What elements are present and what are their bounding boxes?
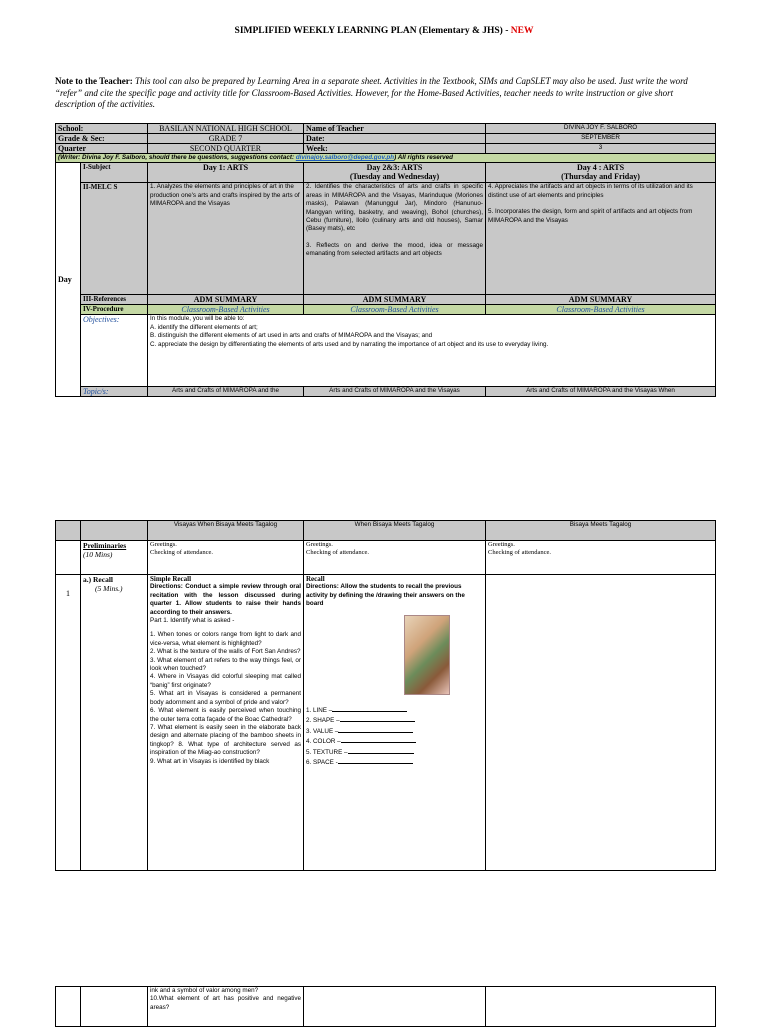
prelim-day4 (486, 541, 716, 575)
plan-table-page3 (55, 986, 716, 1027)
p2-day-cell (56, 541, 81, 575)
prelim-day23 (304, 541, 486, 575)
element-item-line: 1. LINE – (306, 705, 416, 715)
day-number: 1 (56, 575, 81, 871)
procedure-day4: Classroom-Based Activities (486, 305, 716, 315)
note-label: Note to the Teacher: (55, 76, 133, 86)
procedure-day1: Classroom-Based Activities (148, 305, 304, 315)
writer-note (56, 154, 716, 163)
recall-label-cell (81, 575, 148, 871)
p2-topic-day1: Visayas When Bisaya Meets Tagalog (148, 521, 304, 541)
objective-b: B. distinguish the different elements of art used in arts and crafts of MIMAROPA and the Visayas; and (150, 332, 433, 340)
recall-directions: Directions: Conduct a simple review through oral recitation with the lesson discussed during quarter 1. Allow students to raise their hands according to their answers. (150, 583, 301, 616)
question-7-8: 7. What element is easily seen in the elaborate back design and alternate placing of the bamboo sheets in tingkop? 8. What type of architecture served as inspiration of the Miag-ao construction? (150, 723, 301, 757)
greet-day23: Greetings. (306, 541, 333, 548)
writer-email-link[interactable]: divinajoy.salboro@deped.gov.ph (295, 154, 395, 161)
teacher-note (55, 76, 710, 111)
question-6: 6. What element is easily perceived when touching the outer terra cotta façade of the Boac Cathedral? (150, 707, 301, 723)
prelim-day1 (148, 541, 304, 575)
p3-day1 (148, 987, 304, 1027)
question-1: 1. When tones or colors range from light to dark and vice-versa, what element is highlighted? (150, 631, 301, 647)
procedure-day23: Classroom-Based Activities (304, 305, 486, 315)
p2-blank (81, 521, 148, 541)
melc-5: 5. Incorporates the design, form and spirit of artifacts and art objects from MIMAROPA and the Visayas (488, 208, 693, 224)
recall-day23 (304, 575, 486, 871)
p3-label-cell (81, 987, 148, 1027)
part1-label: Part 1. Identify what is asked - (150, 617, 235, 625)
question-5: 5. What art in Visayas is considered a permanent body adornment and a symbol of pride and valor? (150, 690, 301, 706)
p3-day-cell (56, 987, 81, 1027)
day-label: Day (56, 163, 81, 397)
p3-day4 (486, 987, 716, 1027)
objectives-content (148, 315, 716, 387)
melcs-label: II-MELC S (81, 183, 148, 295)
melc-1: 1. Analyzes the elements and principles of art in the production one's arts and crafts inspired by the arts of MIMAROPA and the Visayas (148, 183, 304, 295)
document-title (0, 26, 768, 36)
recall-time: (5 Mins.) (95, 584, 123, 593)
p2-topic-day23: When Bisaya Meets Tagalog (304, 521, 486, 541)
recall-label: a.) Recall (83, 575, 113, 584)
question-10: 10.What element of art has positive and negative areas? (150, 995, 301, 1011)
melc-3: 3. Reflects on and derive the mood, idea or message emanating from selected artifacts and art objects (306, 241, 484, 258)
day23-header (304, 163, 486, 183)
subject-label: I-Subject (81, 163, 148, 183)
day4-title: Day 4 : ARTS (576, 163, 625, 173)
topic-day1: Arts and Crafts of MIMAROPA and the (148, 387, 304, 397)
preliminaries-time: (10 Mins) (83, 550, 113, 559)
day23-subtitle: (Tuesday and Wednesday) (349, 172, 440, 182)
question-4: 4. Where in Visayas did colorful sleeping mat called “banig” first originate? (150, 673, 301, 689)
week-label: Week: (304, 144, 486, 154)
grade-label: Grade & Sec: (56, 134, 148, 144)
check-day4: Checking of attendance. (488, 549, 551, 556)
school-label: School: (56, 124, 148, 134)
week-value: 3 (486, 144, 716, 154)
day1-header: Day 1: ARTS (148, 163, 304, 183)
element-item-texture: 5. TEXTURE – (306, 747, 416, 757)
reference-day4: ADM SUMMARY (486, 295, 716, 305)
objective-c: C. appreciate the design by differentiating the elements of arts used and by narrating the importance of art object and its use to everyday living. (150, 340, 549, 348)
melc-4: 4. Appreciates the artifacts and art objects in terms of its utilization and its distinct use of art elements and principles (488, 183, 693, 199)
p2-topic-day4: Bisaya Meets Tagalog (486, 521, 716, 541)
objective-a: A. identify the different elements of art; (150, 323, 258, 331)
melc-2: 2. Identifies the characteristics of arts and crafts in specific areas in MIMAROPA and the Visayas, Marinduque (Moriones masks), Palawan (Manunggul Jar), Mindoro (Hanunuo-Mangyan writing, basketry, and weaving), Bohol (churches), Cebu (furniture), Iloilo (culinary arts and old houses), Samar (Basey mats), etc (306, 183, 484, 233)
check-day1: Checking of attendance. (150, 549, 213, 556)
writer-suffix: ) All rights reserved (394, 154, 454, 161)
quarter-value: SECOND QUARTER (148, 144, 304, 154)
preliminaries-label: Preliminaries (83, 541, 127, 550)
melc-2-3 (304, 183, 486, 295)
date-label: Date: (304, 134, 486, 144)
question-9-cont: ink and a symbol of valor among men? (150, 987, 259, 994)
teacher-value: DIVINA JOY F. SALBORO (486, 124, 716, 134)
recall2-directions: Directions: Allow the students to recall the previous activity by defining the /drawing their answers on the board (306, 583, 465, 608)
new-badge: NEW (510, 26, 534, 36)
tree-drawing-icon (404, 615, 450, 695)
objectives-label: Objectives: (81, 315, 148, 387)
topic-day23: Arts and Crafts of MIMAROPA and the Visayas (304, 387, 486, 397)
greet-day1: Greetings. (150, 541, 177, 548)
school-value: BASILAN NATIONAL HIGH SCHOOL (148, 124, 304, 134)
plan-table-page1 (55, 123, 716, 397)
simple-recall-title: Simple Recall (150, 575, 192, 583)
element-item-color: 4. COLOR – (306, 736, 416, 746)
question-2: 2. What is the texture of the walls of Fort San Andres? (150, 648, 301, 656)
element-list (306, 705, 416, 767)
question-3: 3. What element of art refers to the way things feel, or look when touched? (150, 656, 301, 673)
check-day23: Checking of attendance. (306, 549, 369, 556)
title-text: SIMPLIFIED WEEKLY LEARNING PLAN (Elementary & JHS) - (234, 26, 509, 36)
quarter-label: Quarter (56, 144, 148, 154)
references-label: III-References (81, 295, 148, 305)
grade-value: GRADE 7 (148, 134, 304, 144)
day23-title: Day 2&3: ARTS (366, 163, 423, 173)
plan-table-page2 (55, 520, 716, 871)
note-text: This tool can also be prepared by Learning Area in a separate sheet. Activities in the Textbook, SIMs and CapSLET may also be used. Just write the word “refer” and cite the specific page and activity title for Classroom-Based Activities. However, for the Home-Based Activities, teacher needs to write instruction or give short description of the activities. (55, 76, 688, 109)
recall2-title: Recall (306, 575, 325, 583)
element-item-space: 6. SPACE - (306, 757, 416, 767)
reference-day23: ADM SUMMARY (304, 295, 486, 305)
preliminaries-cell (81, 541, 148, 575)
objective-intro: In this module, you will be able to: (150, 315, 245, 323)
melc-4-5 (486, 183, 716, 295)
date-value: SEPTEMBER (486, 134, 716, 144)
reference-day1: ADM SUMMARY (148, 295, 304, 305)
topic-day4: Arts and Crafts of MIMAROPA and the Visayas When (486, 387, 716, 397)
day4-subtitle: (Thursday and Friday) (561, 172, 640, 182)
p3-day23 (304, 987, 486, 1027)
day4-header (486, 163, 716, 183)
greet-day4: Greetings. (488, 541, 515, 548)
recall-day1 (148, 575, 304, 871)
topics-label: Topic/s: (81, 387, 148, 397)
recall-day4 (486, 575, 716, 871)
element-item-shape: 2. SHAPE – (306, 715, 416, 725)
p2-corner (56, 521, 81, 541)
procedure-label: IV-Procedure (81, 305, 148, 315)
question-9: 9. What art in Visayas is identified by black (150, 757, 270, 765)
writer-prefix: (Writer: Divina Joy F. Salboro, should there be questions, suggestions contact: (58, 154, 295, 161)
element-item-value: 3. VALUE – (306, 726, 416, 736)
teacher-label: Name of Teacher (304, 124, 486, 134)
